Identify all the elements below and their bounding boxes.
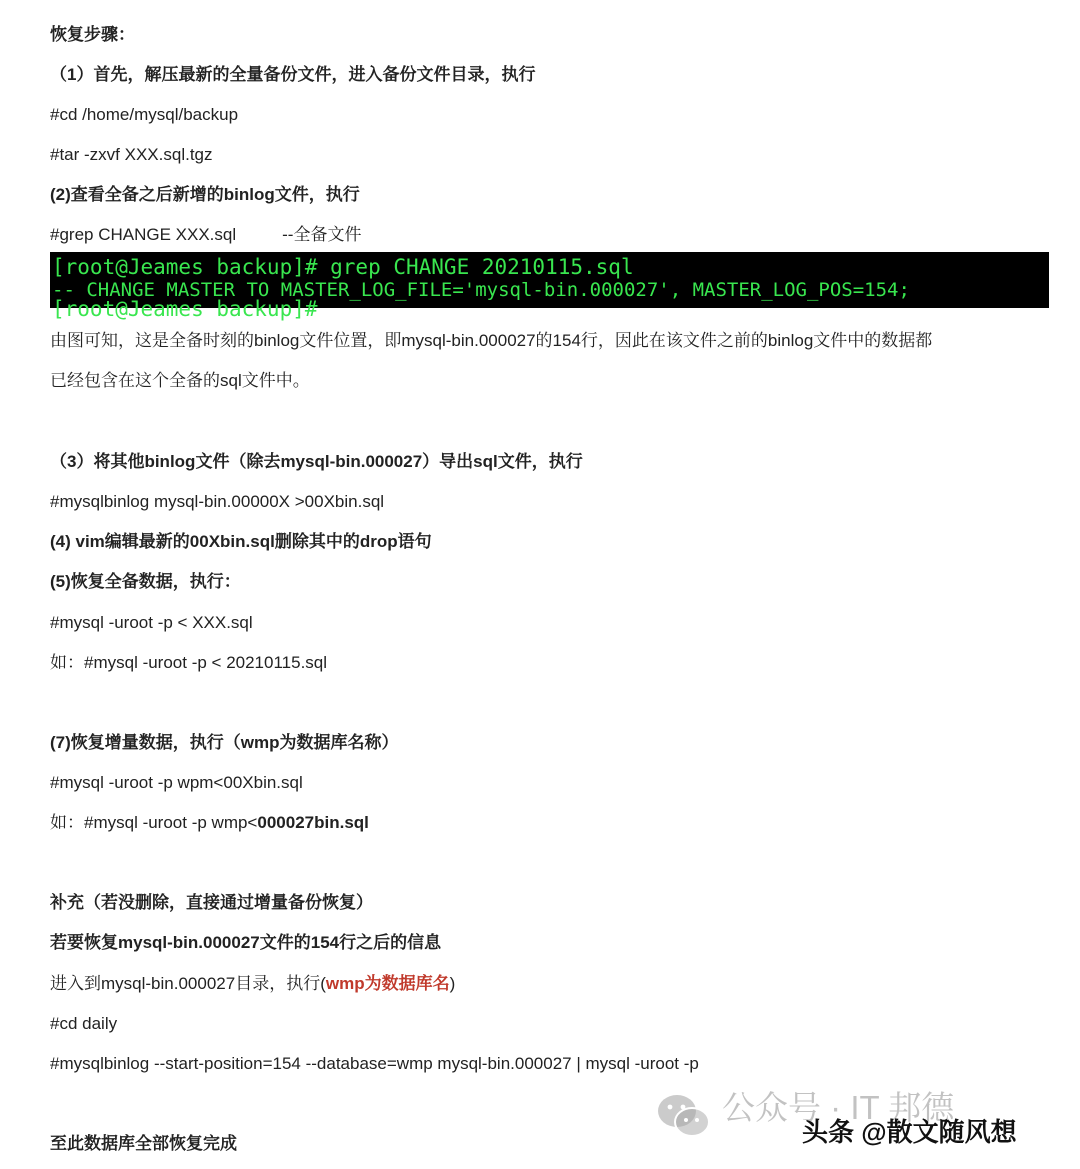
explanation-line-2: 已经包含在这个全备的sql文件中。 (50, 371, 310, 390)
command-grep-note: --全备文件 (282, 225, 362, 244)
step-1-heading: （1）首先，解压最新的全量备份文件，进入备份文件目录，执行 (50, 65, 536, 84)
watermark-account: 公众号 · IT 邦德 (722, 1089, 955, 1126)
example-restore-full: 如：#mysql -uroot -p < 20210115.sql (50, 653, 328, 672)
section-title: 恢复步骤： (50, 25, 135, 44)
command-cd-backup: #cd /home/mysql/backup (50, 105, 239, 124)
step-7-heading: (7)恢复增量数据，执行（wmp为数据库名称） (50, 733, 399, 752)
watermark (656, 1086, 1056, 1156)
explanation-line-1: 由图可知，这是全备时刻的binlog文件位置，即mysql-bin.000027的154行，因此在该文件之前的binlog文件中的数据都 (50, 331, 933, 350)
step-2-heading: (2)查看全备之后新增的binlog文件，执行 (50, 185, 360, 204)
wechat-icon (656, 1092, 712, 1140)
completion-note: 至此数据库全部恢复完成 (50, 1134, 237, 1153)
step-5-heading: (5)恢复全备数据，执行： (50, 572, 241, 591)
command-grep-text: #grep CHANGE XXX.sql (50, 225, 237, 244)
command-cd-daily: #cd daily (50, 1014, 118, 1033)
example-restore-incremental (50, 812, 369, 834)
command-mysqlbinlog: #mysqlbinlog mysql-bin.00000X >00Xbin.sql (50, 492, 385, 511)
database-name-note: wmp为数据库名 (325, 974, 450, 993)
enter-directory-prefix: 进入到mysql-bin.000027目录，执行( (50, 974, 326, 993)
example-incremental-file: 000027bin.sql (257, 813, 369, 832)
command-restore-full: #mysql -uroot -p < XXX.sql (50, 613, 253, 632)
enter-directory-instruction (50, 973, 455, 995)
terminal-line-output: -- CHANGE MASTER TO MASTER_LOG_FILE='mysql-bin.000027', MASTER_LOG_POS=154; (52, 279, 910, 301)
step-4-heading: (4) vim编辑最新的00Xbin.sql删除其中的drop语句 (50, 532, 432, 551)
step-3-heading: （3）将其他binlog文件（除去mysql-bin.000027）导出sql文件，执行 (50, 452, 583, 471)
terminal-line-next-prompt: [root@Jeames backup]# (52, 297, 318, 321)
supplement-goal: 若要恢复mysql-bin.000027文件的154行之后的信息 (50, 933, 442, 952)
terminal-line-prompt: [root@Jeames backup]# grep CHANGE 20210115.sql (52, 255, 634, 279)
example-incremental-prefix: 如：#mysql -uroot -p wmp< (50, 813, 258, 832)
command-start-position: #mysqlbinlog --start-position=154 --database=wmp mysql-bin.000027 | mysql -uroot -p (50, 1054, 699, 1073)
command-tar: #tar -zxvf XXX.sql.tgz (50, 145, 213, 164)
enter-directory-suffix: ) (449, 974, 456, 993)
supplement-heading: 补充（若没删除，直接通过增量备份恢复） (50, 893, 373, 912)
terminal-screenshot (50, 252, 1049, 321)
watermark-source: 头条 @散文随风想 (802, 1117, 1017, 1147)
command-grep (50, 224, 361, 246)
command-restore-incremental: #mysql -uroot -p wpm<00Xbin.sql (50, 773, 303, 792)
